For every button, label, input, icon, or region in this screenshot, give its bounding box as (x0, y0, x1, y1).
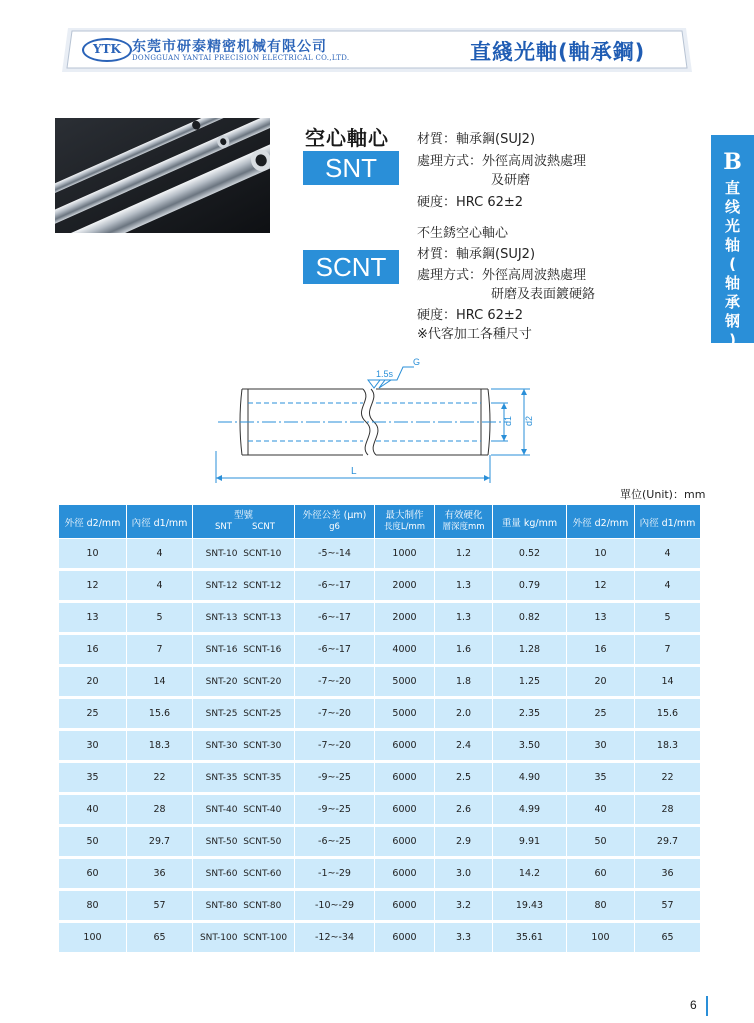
cell-weight: 0.82 (493, 602, 567, 634)
cell-d2b: 80 (567, 890, 635, 922)
cell-d1b: 7 (635, 634, 701, 666)
cell-len: 2000 (375, 602, 435, 634)
cell-weight: 4.99 (493, 794, 567, 826)
cell-d1: 14 (127, 666, 193, 698)
cell-model-scnt: SCNT-25 (243, 708, 282, 719)
cell-model-snt: SNT-13 (205, 612, 238, 623)
cell-d2: 30 (59, 730, 127, 762)
cell-d2b: 30 (567, 730, 635, 762)
cell-d1: 5 (127, 602, 193, 634)
cell-d2: 20 (59, 666, 127, 698)
cell-tol: -7~-20 (295, 698, 375, 730)
cell-model (193, 539, 295, 570)
spec-hardness: 硬度：HRC 62±2 (417, 195, 524, 210)
technical-drawing (208, 355, 548, 490)
cell-model (193, 826, 295, 858)
cell-d1: 57 (127, 890, 193, 922)
cell-weight: 14.2 (493, 858, 567, 890)
grind-mark-label: G (413, 357, 421, 367)
cell-depth: 1.2 (435, 539, 493, 570)
section-tab (711, 135, 754, 349)
cell-d2b: 35 (567, 762, 635, 794)
cell-model (193, 634, 295, 666)
col-outer-diameter: 外徑 d2/mm (59, 505, 127, 539)
cell-tol: -12~-34 (295, 922, 375, 954)
cell-d2: 60 (59, 858, 127, 890)
cell-weight: 1.25 (493, 666, 567, 698)
cell-d2b: 60 (567, 858, 635, 890)
cell-weight: 0.79 (493, 570, 567, 602)
spec-table (58, 504, 701, 955)
spec-scnt-custom: ※代客加工各種尺寸 (417, 327, 532, 342)
cell-model (193, 698, 295, 730)
cell-tol: -1~-29 (295, 858, 375, 890)
cell-d1b: 22 (635, 762, 701, 794)
table-row (59, 762, 701, 794)
company-name-cn: 东莞市研泰精密机械有限公司 (132, 39, 327, 55)
cell-weight: 0.52 (493, 539, 567, 570)
cell-depth: 1.6 (435, 634, 493, 666)
cell-model-scnt: SCNT-12 (243, 580, 282, 591)
cell-len: 6000 (375, 730, 435, 762)
cell-model-snt: SNT-12 (205, 580, 238, 591)
cell-model-scnt: SCNT-60 (243, 868, 282, 879)
table-body (59, 539, 701, 954)
cell-d1: 7 (127, 634, 193, 666)
table-row (59, 698, 701, 730)
cell-d2b: 13 (567, 602, 635, 634)
cell-model-snt: SNT-16 (205, 644, 238, 655)
table-row (59, 634, 701, 666)
cell-d2: 10 (59, 539, 127, 570)
section-label: 直 线 光 轴 ( 轴 承 钢 ) (724, 179, 740, 349)
cell-d2: 35 (59, 762, 127, 794)
cell-len: 1000 (375, 539, 435, 570)
spec-scnt-treatment-cont: 研磨及表面鍍硬鉻 (491, 287, 596, 302)
cell-depth: 2.6 (435, 794, 493, 826)
spec-scnt-desc: 不生銹空心軸心 (417, 226, 509, 241)
cell-tol: -9~-25 (295, 794, 375, 826)
cell-len: 6000 (375, 762, 435, 794)
col-max-length: 最大制作 長度L/mm (375, 505, 435, 539)
cell-model (193, 602, 295, 634)
cell-d1b: 29.7 (635, 826, 701, 858)
cell-d2b: 50 (567, 826, 635, 858)
cell-tol: -6~-17 (295, 602, 375, 634)
cell-model-scnt: SCNT-20 (243, 676, 282, 687)
cell-d2: 16 (59, 634, 127, 666)
cell-d1b: 5 (635, 602, 701, 634)
spec-scnt-material: 材質：軸承鋼(SUJ2) (417, 247, 536, 262)
cell-model-snt: SNT-30 (205, 740, 238, 751)
cell-d1: 4 (127, 570, 193, 602)
cell-model (193, 922, 295, 954)
cell-depth: 1.8 (435, 666, 493, 698)
cell-tol: -10~-29 (295, 890, 375, 922)
table-row (59, 858, 701, 890)
cell-weight: 1.28 (493, 634, 567, 666)
cell-tol: -6~-25 (295, 826, 375, 858)
length-label: L (351, 466, 357, 477)
cell-d2b: 100 (567, 922, 635, 954)
cell-depth: 3.0 (435, 858, 493, 890)
d2-label: d2 (524, 415, 534, 426)
cell-weight: 3.50 (493, 730, 567, 762)
cell-model-scnt: SCNT-40 (243, 804, 282, 815)
cell-d1: 28 (127, 794, 193, 826)
cell-depth: 2.0 (435, 698, 493, 730)
cell-model-scnt: SCNT-30 (243, 740, 282, 751)
table-row (59, 570, 701, 602)
cell-model-snt: SNT-50 (205, 836, 238, 847)
cell-d2b: 10 (567, 539, 635, 570)
cell-depth: 1.3 (435, 570, 493, 602)
spec-treatment-cont: 及研磨 (491, 173, 531, 188)
cell-d1: 65 (127, 922, 193, 954)
cell-depth: 1.3 (435, 602, 493, 634)
company-logo: YTK (82, 38, 132, 62)
table-row (59, 794, 701, 826)
cell-d1: 15.6 (127, 698, 193, 730)
cell-depth: 2.4 (435, 730, 493, 762)
cell-model (193, 666, 295, 698)
col-inner-diameter-2: 內徑 d1/mm (635, 505, 701, 539)
cell-d2: 100 (59, 922, 127, 954)
cell-d2b: 20 (567, 666, 635, 698)
cell-depth: 3.2 (435, 890, 493, 922)
unit-label: 單位(Unit)：mm (620, 488, 706, 501)
cell-model-snt: SNT-20 (205, 676, 238, 687)
cell-d2b: 40 (567, 794, 635, 826)
table-header-row (59, 505, 701, 539)
cell-d2: 40 (59, 794, 127, 826)
col-hardened-depth: 有效硬化 層深度mm (435, 505, 493, 539)
cell-tol: -5~-14 (295, 539, 375, 570)
table-row (59, 602, 701, 634)
cell-depth: 2.9 (435, 826, 493, 858)
cell-weight: 35.61 (493, 922, 567, 954)
cell-tol: -6~-17 (295, 570, 375, 602)
cell-model-scnt: SCNT-35 (243, 772, 282, 783)
page-number-rule (706, 996, 708, 1016)
cell-len: 4000 (375, 634, 435, 666)
page-title: 直綫光軸(軸承鋼) (470, 40, 646, 64)
product-name: 空心軸心 (305, 126, 389, 150)
cell-weight: 4.90 (493, 762, 567, 794)
cell-len: 6000 (375, 890, 435, 922)
col-inner-diameter: 內徑 d1/mm (127, 505, 193, 539)
cell-model (193, 730, 295, 762)
cell-len: 6000 (375, 794, 435, 826)
page-number: 6 (690, 998, 697, 1012)
cell-model-snt: SNT-35 (205, 772, 238, 783)
cell-d2b: 16 (567, 634, 635, 666)
cell-d1b: 4 (635, 539, 701, 570)
cell-d1: 4 (127, 539, 193, 570)
table-row (59, 890, 701, 922)
col-tolerance: 外徑公差 (μm) g6 (295, 505, 375, 539)
table-row (59, 826, 701, 858)
cell-len: 2000 (375, 570, 435, 602)
roughness-label: 1.5s (376, 369, 394, 379)
cell-d2b: 25 (567, 698, 635, 730)
cell-d1b: 36 (635, 858, 701, 890)
cell-depth: 3.3 (435, 922, 493, 954)
cell-model (193, 570, 295, 602)
cell-d1b: 65 (635, 922, 701, 954)
cell-model-scnt: SCNT-16 (243, 644, 282, 655)
cell-len: 5000 (375, 698, 435, 730)
cell-d1: 18.3 (127, 730, 193, 762)
cell-model-snt: SNT-25 (205, 708, 238, 719)
cell-weight: 19.43 (493, 890, 567, 922)
cell-model-snt: SNT-100 (199, 932, 238, 943)
cell-d1b: 15.6 (635, 698, 701, 730)
cell-len: 5000 (375, 666, 435, 698)
cell-d2: 12 (59, 570, 127, 602)
table-row (59, 730, 701, 762)
cell-model-scnt: SCNT-80 (243, 900, 282, 911)
cell-depth: 2.5 (435, 762, 493, 794)
cell-d1b: 57 (635, 890, 701, 922)
table-row (59, 539, 701, 570)
cell-model-snt: SNT-10 (205, 548, 238, 559)
cell-d2b: 12 (567, 570, 635, 602)
cell-model (193, 890, 295, 922)
cell-len: 6000 (375, 922, 435, 954)
cell-model (193, 762, 295, 794)
cell-model (193, 858, 295, 890)
cell-d2: 13 (59, 602, 127, 634)
company-name-en: DONGGUAN YANTAI PRECISION ELECTRICAL CO.,LTD. (132, 54, 350, 62)
cell-d1: 36 (127, 858, 193, 890)
cell-model-scnt: SCNT-13 (243, 612, 282, 623)
spec-scnt-hardness: 硬度：HRC 62±2 (417, 308, 524, 323)
cell-d2: 80 (59, 890, 127, 922)
table-row (59, 666, 701, 698)
cell-d1b: 18.3 (635, 730, 701, 762)
col-model: 型號 SNT SCNT (193, 505, 295, 539)
model-badge-snt: SNT (303, 151, 399, 185)
spec-scnt-treatment: 處理方式：外徑高周波熱處理 (417, 268, 587, 283)
section-letter: B (723, 149, 742, 175)
cell-model-snt: SNT-80 (205, 900, 238, 911)
cell-d2: 50 (59, 826, 127, 858)
product-photo (55, 118, 270, 233)
cell-len: 6000 (375, 826, 435, 858)
cell-tol: -7~-20 (295, 730, 375, 762)
cell-d1: 29.7 (127, 826, 193, 858)
cell-d1b: 28 (635, 794, 701, 826)
cell-tol: -9~-25 (295, 762, 375, 794)
cell-d1: 22 (127, 762, 193, 794)
d1-label: d1 (503, 415, 513, 426)
spec-material: 材質：軸承鋼(SUJ2) (417, 132, 536, 147)
cell-weight: 9.91 (493, 826, 567, 858)
cell-model-scnt: SCNT-50 (243, 836, 282, 847)
cell-model (193, 794, 295, 826)
cell-tol: -7~-20 (295, 666, 375, 698)
col-outer-diameter-2: 外徑 d2/mm (567, 505, 635, 539)
model-badge-scnt: SCNT (303, 250, 399, 284)
cell-weight: 2.35 (493, 698, 567, 730)
cell-len: 6000 (375, 858, 435, 890)
cell-model-scnt: SCNT-10 (243, 548, 282, 559)
spec-treatment: 處理方式：外徑高周波熱處理 (417, 154, 587, 169)
cell-d1b: 4 (635, 570, 701, 602)
cell-model-snt: SNT-60 (205, 868, 238, 879)
cell-model-snt: SNT-40 (205, 804, 238, 815)
cell-model-scnt: SCNT-100 (243, 932, 288, 943)
col-weight: 重量 kg/mm (493, 505, 567, 539)
table-row (59, 922, 701, 954)
cell-tol: -6~-17 (295, 634, 375, 666)
cell-d2: 25 (59, 698, 127, 730)
cell-d1b: 14 (635, 666, 701, 698)
